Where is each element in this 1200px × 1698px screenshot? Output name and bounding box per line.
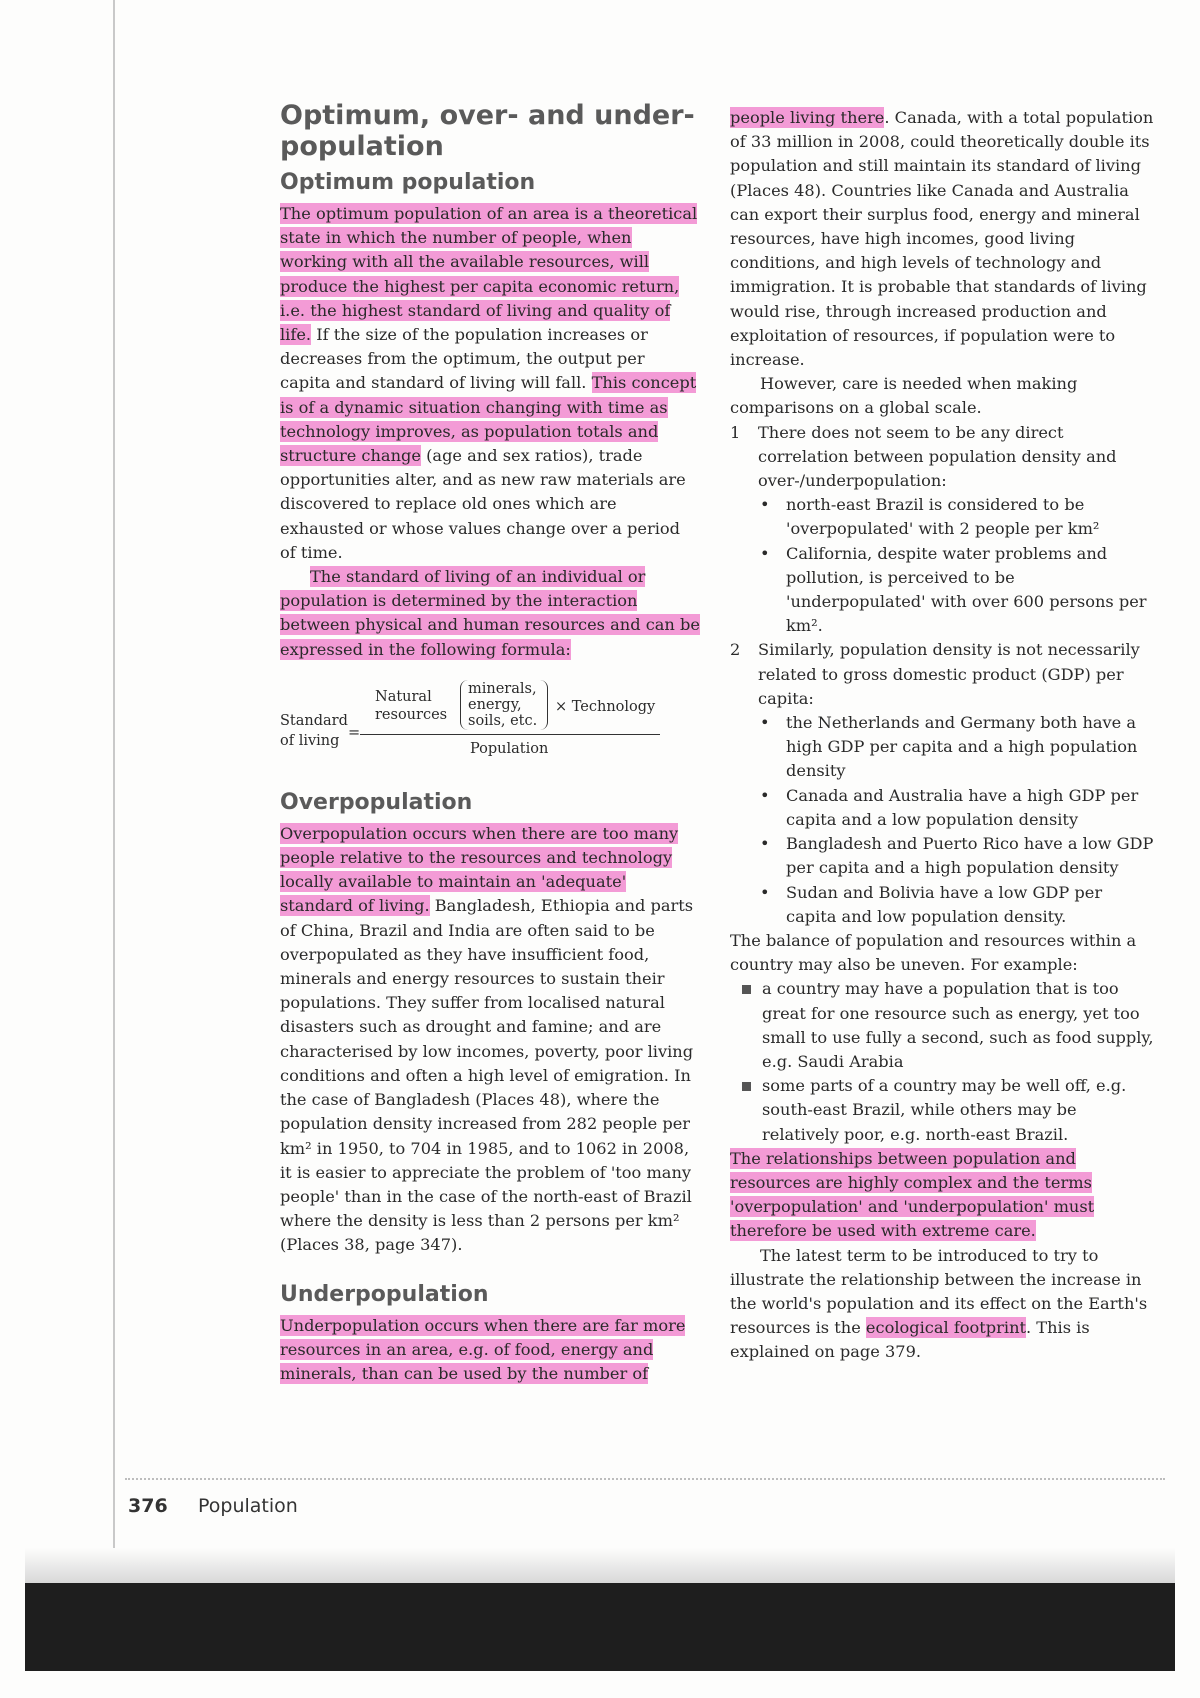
- binding-line: [113, 0, 115, 1650]
- highlight: Underpopulation occurs when there are far more resources in an area, e.g. of food, energy and minerals, than can be used by the number of: [280, 1315, 686, 1383]
- numbered-list: [730, 421, 1155, 494]
- list-item: some parts of a country may be well off, e.g. south-east Brazil, while others may be relatively poor, e.g. north-east Brazil.: [742, 1074, 1155, 1147]
- formula-technology: × Technology: [555, 698, 656, 715]
- ecological-footprint-paragraph: The latest term to be introduced to try to illustrate the relationship between the increase in the world's population and its effect on the Earth's resources is the ecological footprint. This is explained on page 379.: [730, 1245, 1148, 1362]
- right-column: [730, 106, 1155, 1365]
- underpopulation-continued: people living there. Canada, with a total population of 33 million in 2008, could theoretically double its population and still maintain its standard of living (Places 48). Countries like Canada and Australia can export their surplus food, energy and mineral resources, have high incomes, good living conditions, and high levels of technology and immigration. It is probable that standards of living would rise, through increased production and exploitation of resources, if population were to increase.: [730, 108, 1154, 370]
- bullet-list: [730, 711, 1155, 929]
- left-column: [280, 100, 700, 1386]
- list-item: 2 Similarly, population density is not necessarily related to gross domestic product (GDP) per capita:: [730, 640, 1140, 708]
- list-item: • Bangladesh and Puerto Rico have a low GDP per capita and a high population density: [758, 832, 1155, 880]
- formula-soils: soils, etc.: [468, 712, 538, 729]
- scan-shadow-bar: [25, 1583, 1175, 1671]
- highlight: The optimum population of an area is a theoretical state in which the number of people, when working with all the available resources, will produce the highest per capita economic return, i.e. the highest standard of living and quality of life.: [280, 204, 698, 345]
- numbered-list: [730, 638, 1155, 711]
- page-number: 376: [128, 1495, 168, 1517]
- however-paragraph: However, care is needed when making comparisons on a global scale.: [730, 374, 1078, 418]
- optimum-paragraph: The optimum population of an area is a theoretical state in which the number of people, when working with all the available resources, will produce the highest per capita economic return, i.e. the highest standard of living and quality of life. If the size of the population increases or decreases from the optimum, the output per capita and standard of living will fall. This concept is of a dynamic situation changing with time as technology improves, as population totals and structure change (age and sex ratios), trade opportunities alter, and as new raw materials are discovered to replace old ones which are exhausted or whose values change over a period of time.: [280, 204, 698, 562]
- formula-resources: resources: [375, 706, 448, 723]
- formula-energy: energy,: [468, 696, 522, 713]
- highlight: people living there: [730, 108, 885, 127]
- formula-natural: Natural: [375, 688, 432, 705]
- list-item: • California, despite water problems and pollution, is perceived to be 'underpopulated' with over 600 persons per km².: [758, 542, 1155, 639]
- highlight: This concept is of a dynamic situation changing with time as technology improves, as population totals and structure change: [280, 373, 697, 466]
- formula-equals: =: [348, 724, 361, 741]
- formula-minerals: minerals,: [468, 680, 537, 697]
- scan-edge: [25, 1548, 1175, 1583]
- underpopulation-paragraph: [280, 1314, 700, 1387]
- formula-lhs: Standard: [280, 712, 348, 729]
- list-item: • Canada and Australia have a high GDP per capita and a low population density: [758, 784, 1155, 832]
- bullet-list: [730, 493, 1155, 638]
- footer-rule: [125, 1478, 1165, 1480]
- balance-paragraph: The balance of population and resources within a country may also be uneven. For example:: [730, 930, 1137, 975]
- standard-paragraph: [280, 565, 700, 662]
- highlight: Overpopulation occurs when there are too many people relative to the resources and technology locally available to maintain an 'adequate' standard of living.: [280, 823, 679, 916]
- running-footer: Population: [198, 1495, 298, 1517]
- list-item: • the Netherlands and Germany both have a high GDP per capita and a high population density: [758, 711, 1155, 784]
- formula-lhs: of living: [280, 732, 340, 749]
- section-title: Optimum, over- and under- population: [280, 100, 695, 162]
- highlight: The relationships between population and resources are highly complex and the terms 'overpopulation' and 'underpopulation' must therefore be used with extreme care.: [730, 1148, 1095, 1241]
- list-item: a country may have a population that is too great for one resource such as energy, yet too small to use fully a second, such as food supply, e.g. Saudi Arabia: [742, 977, 1155, 1074]
- highlight: The standard of living of an individual or population is determined by the interaction between physical and human resources and can be expressed in the following formula:: [280, 567, 700, 659]
- formula-denominator: Population: [470, 740, 549, 757]
- list-item: • north-east Brazil is considered to be 'overpopulated' with 2 people per km²: [758, 493, 1155, 541]
- formula-fraction-bar: [360, 734, 660, 735]
- square-bullet-list: [730, 977, 1155, 1146]
- underpopulation-heading: Underpopulation: [280, 1281, 489, 1307]
- list-item: 1 There does not seem to be any direct correlation between population density and over-/underpopulation:: [730, 422, 1117, 491]
- optimum-heading: Optimum population: [280, 170, 536, 195]
- standard-of-living-formula: [280, 680, 700, 776]
- overpopulation-heading: Overpopulation: [280, 789, 473, 815]
- overpopulation-paragraph: Overpopulation occurs when there are too many people relative to the resources and technology locally available to maintain an 'adequate' standard of living. Bangladesh, Ethiopia and parts of China, Brazil and India are often said to be overpopulated as they have insufficient food, minerals and energy resources to sustain their populations. They suffer from localised natural disasters such as drought and famine; and are characterised by low incomes, poverty, poor living conditions and often a high level of emigration. In the case of Bangladesh (Places 48), where the population density increased from 282 people per km² in 1950, to 704 in 1985, and to 1062 in 2008, it is easier to appreciate the problem of 'too many people' than in the case of the north-east of Brazil where the density is less than 2 persons per km² (Places 38, page 347).: [280, 823, 694, 1255]
- list-item: • Sudan and Bolivia have a low GDP per capita and low population density.: [758, 881, 1155, 929]
- relationships-paragraph: [730, 1147, 1155, 1244]
- highlight: ecological footprint: [865, 1318, 1027, 1338]
